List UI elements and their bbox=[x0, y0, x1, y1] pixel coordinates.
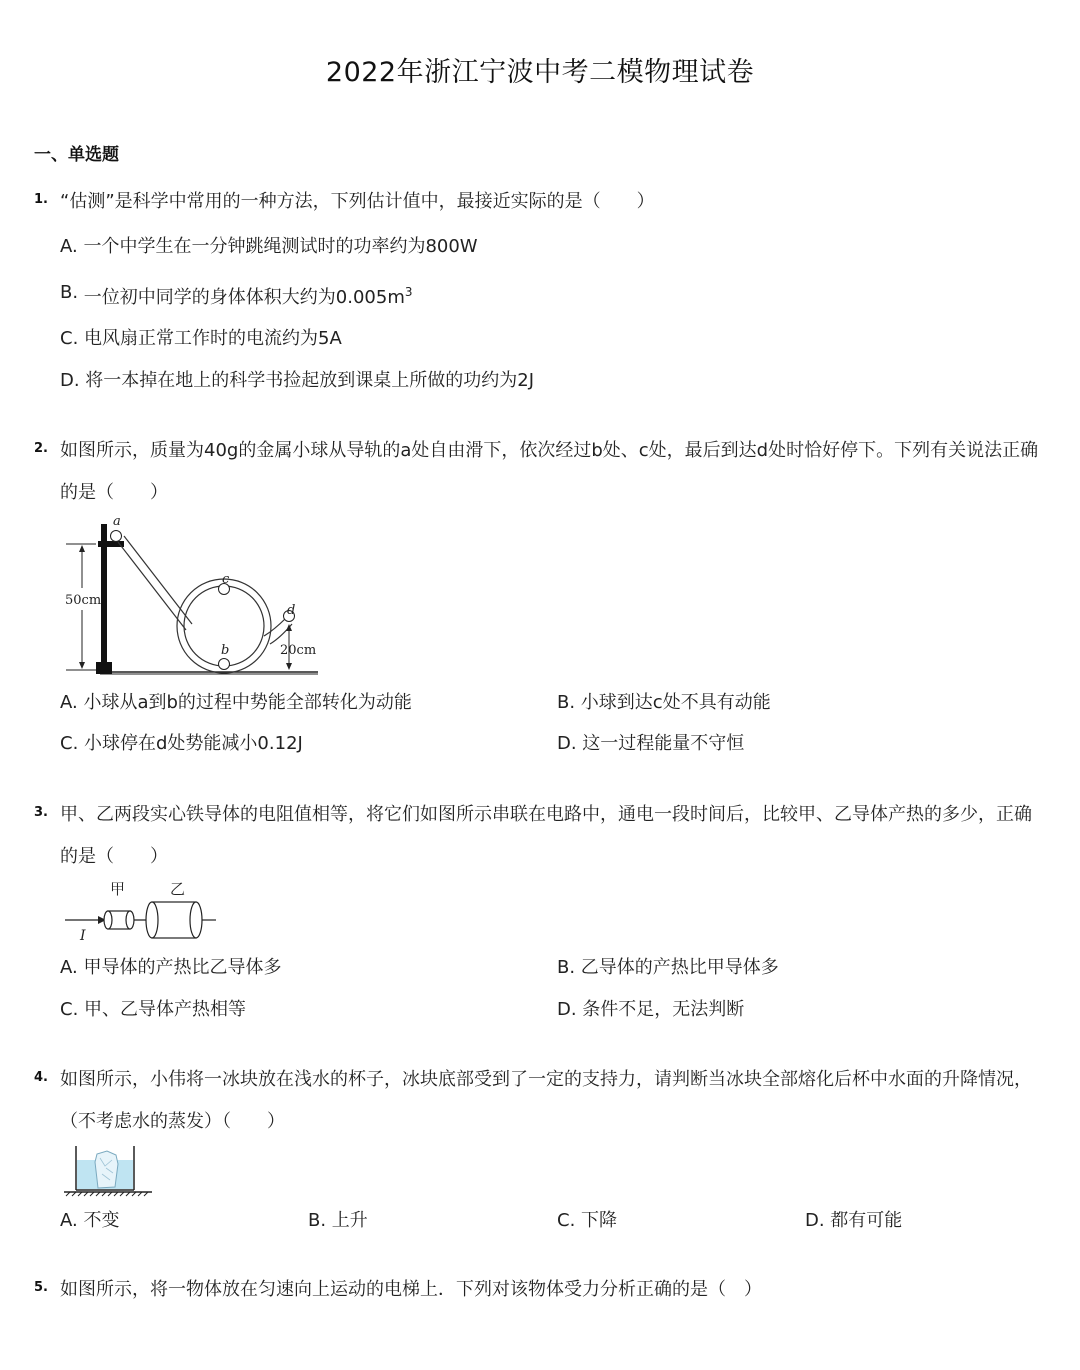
option-a: A. 不变 bbox=[60, 1210, 120, 1231]
question-number: 1. bbox=[34, 192, 48, 207]
question-text-line1: 甲、乙两段实心铁导体的电阻值相等，将它们如图所示串联在电路中，通电一段时间后，比较甲、乙导体产热的多少，正确 bbox=[60, 804, 1032, 825]
question-number: 2. bbox=[34, 441, 48, 456]
label-b: b bbox=[221, 643, 230, 658]
label-jia: 甲 bbox=[110, 880, 126, 898]
superscript: 3 bbox=[404, 285, 413, 299]
question-number: 4. bbox=[34, 1070, 48, 1085]
section-heading: 一、单选题 bbox=[34, 145, 119, 165]
question-text-line1: 如图所示，小伟将一冰块放在浅水的杯子，冰块底部受到了一定的支持力，请判断当冰块全部熔化后杯中水面的升降情况， bbox=[60, 1069, 1032, 1090]
question-text: “估测”是科学中常用的一种方法，下列估计值中，最接近实际的是（ ） bbox=[60, 191, 655, 212]
label-a: a bbox=[113, 514, 121, 529]
option-c: C. 小球停在d处势能减小0.12J bbox=[60, 733, 303, 754]
option-b-text: 一位初中同学的身体体积大约为$0.005m^3$ bbox=[83, 285, 413, 308]
conductor-figure bbox=[60, 876, 230, 946]
option-b bbox=[60, 278, 413, 308]
option-c: C. 电风扇正常工作时的电流约为5A bbox=[60, 328, 342, 349]
option-b-prefix: B. bbox=[60, 282, 84, 303]
option-a: A. 小球从a到b的过程中势能全部转化为动能 bbox=[60, 692, 412, 713]
option-c: C. 甲、乙导体产热相等 bbox=[60, 999, 247, 1020]
question-text-line2: 的是（ ） bbox=[60, 846, 168, 867]
option-b: B. 上升 bbox=[308, 1210, 368, 1231]
question-text: 如图所示，将一物体放在匀速向上运动的电梯上．下列对该物体受力分析正确的是（ ） bbox=[60, 1279, 762, 1300]
option-a: A. 一个中学生在一分钟跳绳测试时的功率约为800W bbox=[60, 236, 478, 257]
label-yi: 乙 bbox=[170, 880, 186, 898]
question-text-line2: （不考虑水的蒸发）（ ） bbox=[60, 1111, 285, 1132]
option-d: D. 将一本掉在地上的科学书捡起放到课桌上所做的功约为2J bbox=[60, 370, 535, 391]
option-d: D. 这一过程能量不守恒 bbox=[557, 733, 745, 754]
question-text-line1: 如图所示，质量为40g的金属小球从导轨的a处自由滑下，依次经过b处、c处，最后到达d处时恰好停下。下列有关说法正确 bbox=[60, 440, 1039, 461]
option-b: B. 小球到达c处不具有动能 bbox=[557, 692, 771, 713]
page-title: 2022年浙江宁波中考二模物理试卷 bbox=[325, 57, 755, 88]
d-height-label: 20cm bbox=[280, 643, 317, 658]
option-d: D. 都有可能 bbox=[805, 1210, 903, 1231]
question-text-line2: 的是（ ） bbox=[60, 482, 168, 503]
option-a: A. 甲导体的产热比乙导体多 bbox=[60, 957, 282, 978]
current-label: I bbox=[80, 928, 86, 944]
height-label: 50cm bbox=[65, 593, 102, 608]
question-number: 3. bbox=[34, 805, 48, 820]
label-d: d bbox=[287, 603, 296, 618]
option-c: C. 下降 bbox=[557, 1210, 618, 1231]
question-number: 5. bbox=[34, 1280, 48, 1295]
label-c: c bbox=[222, 572, 230, 587]
track-figure bbox=[60, 512, 330, 682]
option-d: D. 条件不足，无法判断 bbox=[557, 999, 745, 1020]
option-b: B. 乙导体的产热比甲导体多 bbox=[557, 957, 779, 978]
ice-cup-figure bbox=[60, 1140, 160, 1200]
